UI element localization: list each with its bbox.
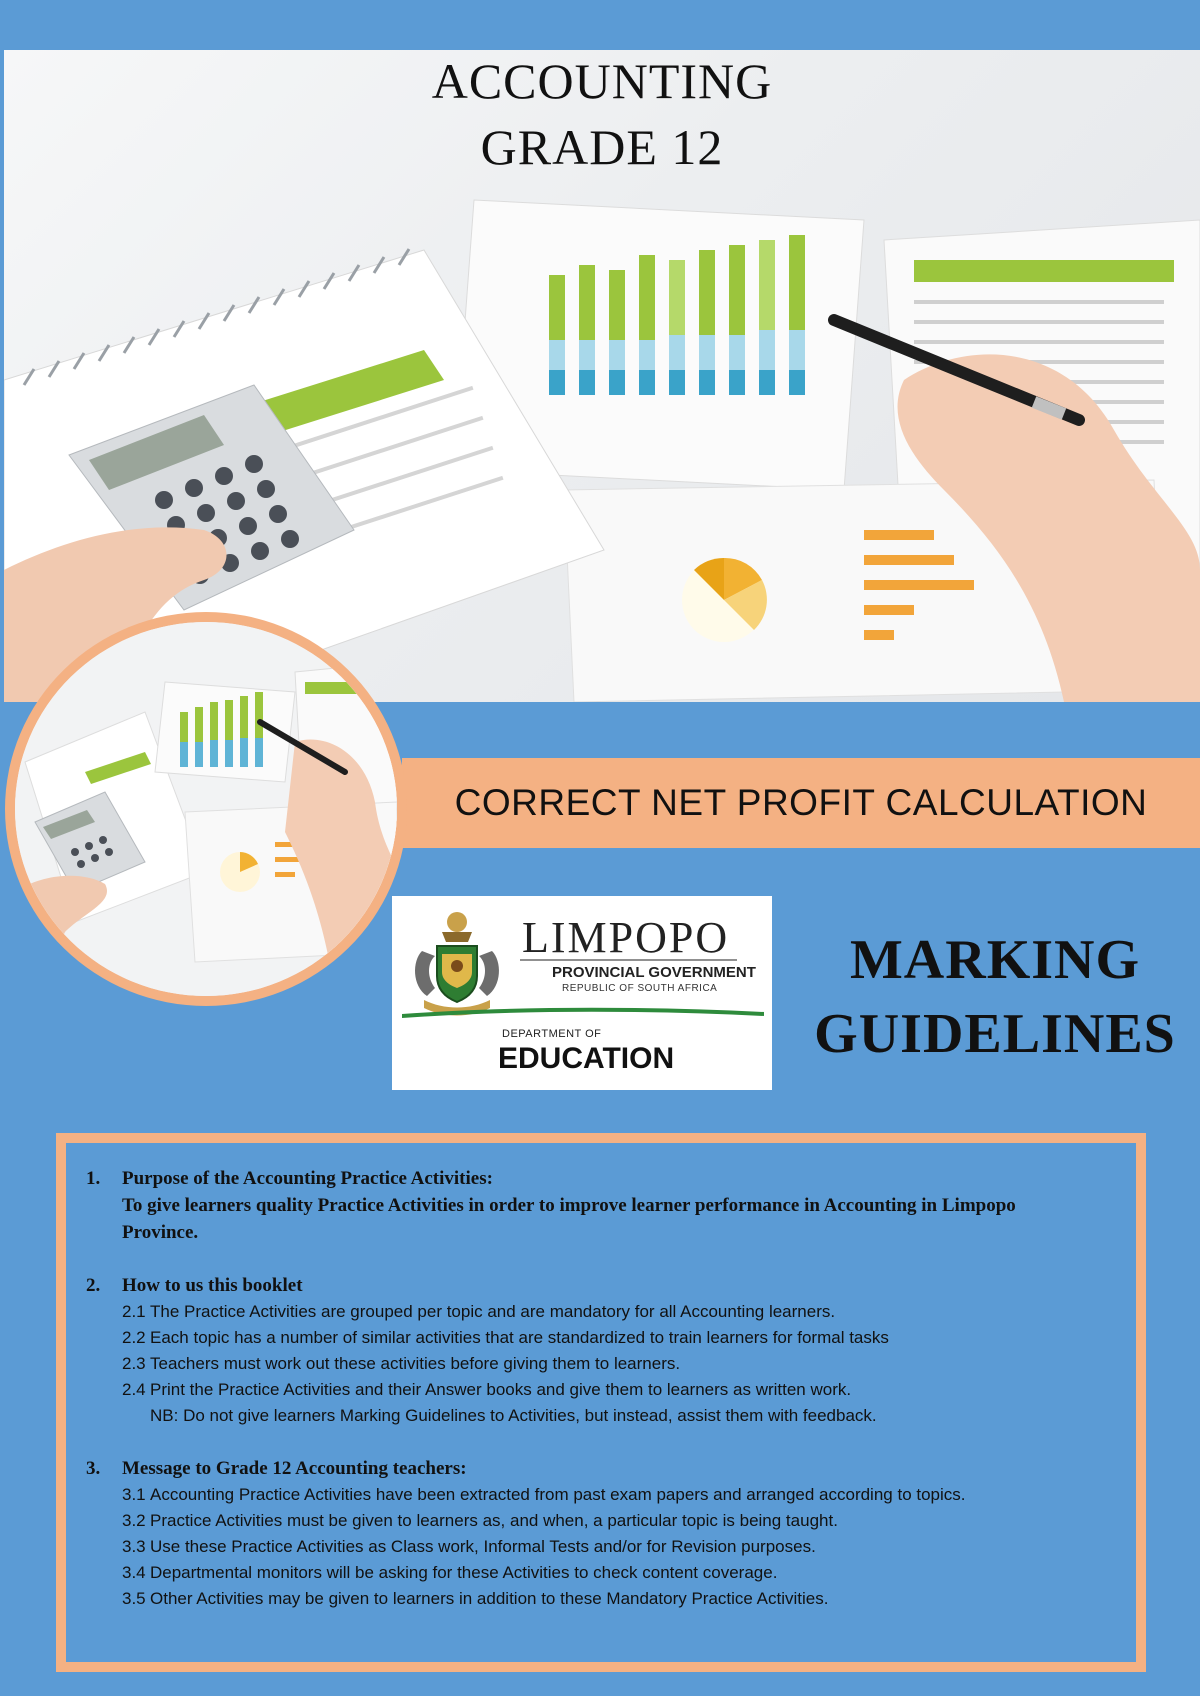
item-number: 3.2: [122, 1511, 146, 1530]
list-item: [122, 1534, 1136, 1560]
list-item: [122, 1351, 1136, 1377]
item-number: 3.3: [122, 1537, 146, 1556]
item-text: The Practice Activities are grouped per topic and are mandatory for all Accounting learners.: [150, 1302, 836, 1321]
list-item: [122, 1299, 1136, 1325]
section-title: Purpose of the Accounting Practice Activities:: [122, 1168, 493, 1189]
circle-desk-illustration: [15, 622, 397, 996]
item-text: Each topic has a number of similar activities that are standardized to train learners for formal tasks: [150, 1328, 889, 1347]
item-text: Other Activities may be given to learners in addition to these Mandatory Practice Activities.: [150, 1589, 829, 1608]
section-message: [86, 1455, 1136, 1612]
nb-text: : Do not give learners Marking Guidelines to Activities, but instead, assist them with feedback.: [173, 1406, 877, 1425]
cover-title-grade: GRADE 12: [480, 119, 724, 175]
section-number: 2.: [86, 1275, 101, 1296]
list-item: [122, 1377, 1136, 1403]
list-item: [122, 1586, 1136, 1612]
hero-pie-chart: [682, 558, 767, 642]
nb-note: [150, 1403, 1136, 1429]
item-number: 3.5: [122, 1589, 146, 1608]
section-heading: [86, 1272, 1136, 1299]
cover-title-subject: ACCOUNTING: [431, 53, 773, 109]
item-text: Teachers must work out these activities before giving them to learners.: [150, 1354, 681, 1373]
circle-photo: [5, 612, 407, 1006]
topic-banner-text: CORRECT NET PROFIT CALCULATION: [454, 782, 1148, 823]
limpopo-education-logo: [392, 896, 772, 1090]
marking-heading: MARKING: [849, 929, 1141, 991]
item-text: Departmental monitors will be asking for these Activities to check content coverage.: [150, 1563, 778, 1582]
edge-strip: [0, 50, 4, 260]
item-number: 2.4: [122, 1380, 146, 1399]
purpose-text: To give learners quality Practice Activities in order to improve learner performance in Accounting in Limpopo Province.: [122, 1195, 1016, 1243]
info-box: [56, 1133, 1146, 1672]
item-text: Use these Practice Activities as Class work, Informal Tests and/or for Revision purposes.: [150, 1537, 816, 1556]
item-number: 3.1: [122, 1485, 146, 1504]
item-number: 2.1: [122, 1302, 146, 1321]
section-number: 1.: [86, 1168, 101, 1189]
logo-provincial-government: PROVINCIAL GOVERNMENT: [552, 964, 756, 981]
logo-department-of: DEPARTMENT OF: [502, 1028, 602, 1040]
section-how-to-use: [86, 1272, 1136, 1429]
section-title: How to us this booklet: [122, 1275, 303, 1296]
section-purpose: [86, 1165, 1136, 1246]
list-item: [122, 1508, 1136, 1534]
list-item: [122, 1482, 1136, 1508]
logo-limpopo-text: LIMPOPO: [522, 913, 730, 962]
section-number: 3.: [86, 1458, 101, 1479]
guidelines-heading: GUIDELINES: [814, 1003, 1176, 1065]
topic-banner: [402, 758, 1200, 848]
section-heading: [86, 1165, 1136, 1192]
nb-label: NB: [150, 1406, 174, 1425]
item-number: 3.4: [122, 1563, 146, 1582]
item-number: 2.2: [122, 1328, 146, 1347]
hero-photo: [4, 50, 1200, 702]
item-text: Print the Practice Activities and their Answer books and give them to learners as written work.: [150, 1380, 852, 1399]
item-text: Accounting Practice Activities have been extracted from past exam papers and arranged according to topics.: [150, 1485, 966, 1504]
logo-education: EDUCATION: [498, 1042, 675, 1075]
section-heading: [86, 1455, 1136, 1482]
item-number: 2.3: [122, 1354, 146, 1373]
item-text: Practice Activities must be given to learners as, and when, a particular topic is being taught.: [150, 1511, 838, 1530]
logo-republic: REPUBLIC OF SOUTH AFRICA: [562, 983, 718, 994]
list-item: [122, 1325, 1136, 1351]
list-item: [122, 1560, 1136, 1586]
section-title: Message to Grade 12 Accounting teachers:: [122, 1458, 467, 1479]
